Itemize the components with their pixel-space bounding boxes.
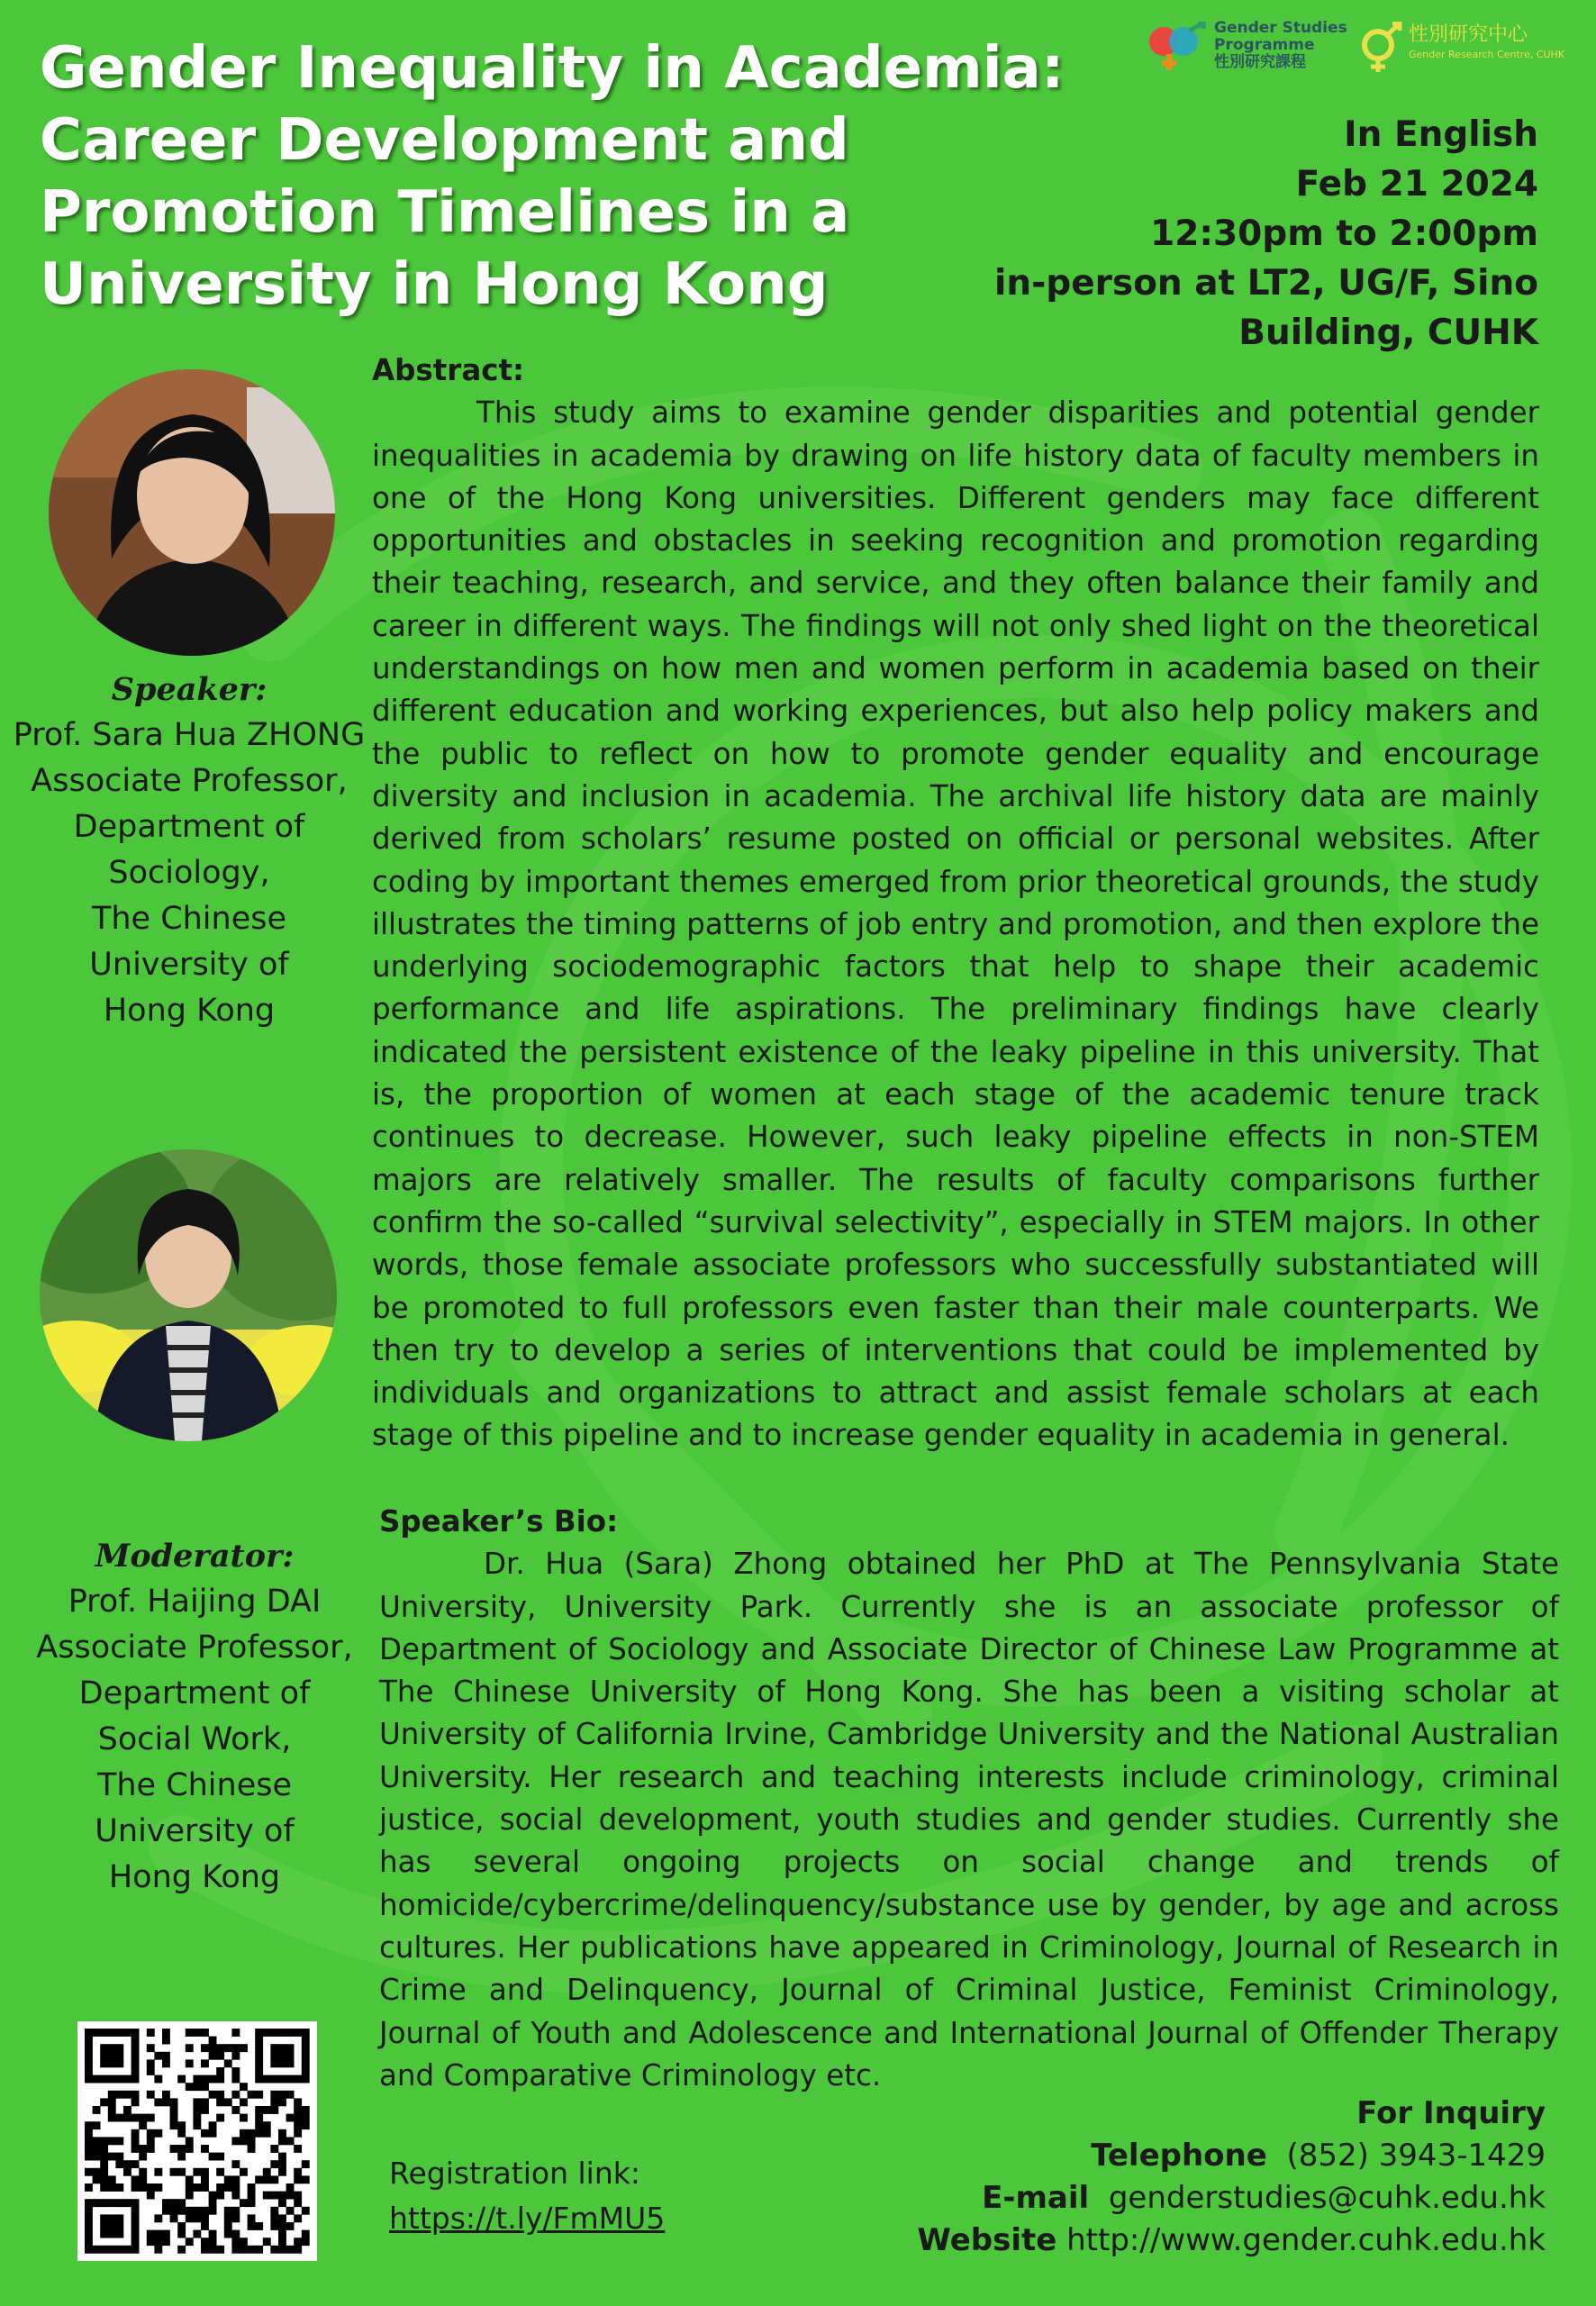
speaker-bio-section: [379, 1501, 1559, 2097]
inquiry-email-row: [861, 2177, 1546, 2220]
speaker-role-label: Speaker:: [111, 671, 268, 708]
bio-text: Dr. Hua (Sara) Zhong obtained her PhD at The Pennsylvania State University, University Park. Currently she is an associate professor of Department of Sociology and Associate Director of Chinese Law Programme at The Chinese University of Hong Kong. She has been a visiting scholar at University of California Irvine, Cambridge University and the National Australian University. Her research and teaching interests include criminology, criminal justice, social development, youth studies and gender studies. Currently she has several ongoing projects on social change and trends of homicide/cybercrime/delinquency/substance use by gender, by age and across cultures. Her publications have appeared in Criminology, Journal of Research in Crime and Delinquency, Journal of Criminal Justice, Feminist Criminology, Journal of Youth and Adolescence and International Journal of Offender Therapy and Comparative Criminology etc.: [379, 1547, 1559, 2093]
gender-studies-logo-line-2: Programme: [1214, 36, 1315, 54]
registration-link[interactable]: https://t.ly/FmMU5: [389, 2201, 666, 2236]
registration-qr-code[interactable]: [77, 2021, 317, 2261]
speaker-name: Prof. Sara Hua ZHONG: [13, 717, 366, 753]
abstract-section: [372, 350, 1539, 1457]
logo-bar: [1142, 16, 1583, 79]
event-venue-line-1: in-person at LT2, UG/F, Sino: [993, 263, 1538, 304]
moderator-info: [23, 1533, 366, 1901]
email-label: E-mail: [982, 2180, 1090, 2216]
qr-code-icon: [77, 2021, 317, 2261]
gender-studies-logo-line-3: 性別研究課程: [1214, 53, 1306, 71]
speaker-department-line-1: Department of: [73, 809, 305, 845]
event-venue-line-2: Building, CUHK: [1238, 313, 1538, 353]
website-url[interactable]: http://www.gender.cuhk.edu.hk: [1066, 2222, 1546, 2258]
event-language: In English: [1344, 114, 1538, 155]
title-line-2: Career Development and: [40, 107, 849, 174]
gender-research-centre-logo-icon: [1358, 22, 1403, 74]
speaker-photo: [49, 369, 335, 656]
gender-studies-logo-line-1: Gender Studies: [1214, 19, 1347, 37]
moderator-portrait-illustration: [40, 1149, 337, 1441]
gender-research-centre-logo: [1358, 16, 1583, 79]
event-time: 12:30pm to 2:00pm: [1150, 213, 1538, 254]
gender-studies-logo-icon: [1142, 22, 1209, 74]
abstract-heading: Abstract:: [372, 353, 525, 387]
moderator-university-line-1: The Chinese: [96, 1767, 293, 1803]
gender-studies-programme-logo: [1142, 16, 1349, 79]
event-date: Feb 21 2024: [1295, 164, 1538, 204]
moderator-title: Associate Professor,: [36, 1630, 353, 1666]
moderator-university-line-3: Hong Kong: [108, 1859, 281, 1895]
speaker-university-line-3: Hong Kong: [103, 993, 276, 1029]
moderator-name: Prof. Haijing DAI: [68, 1584, 322, 1620]
speaker-university-line-2: University of: [89, 947, 289, 983]
speaker-department-line-2: Sociology,: [108, 855, 270, 891]
title-line-3: Promotion Timelines in a: [40, 179, 850, 246]
inquiry-telephone-row: [861, 2135, 1546, 2177]
gender-research-centre-logo-english: Gender Research Centre, CUHK: [1409, 49, 1564, 60]
title-line-4: University in Hong Kong: [40, 251, 829, 318]
speaker-portrait-illustration: [49, 369, 335, 656]
event-details: [980, 110, 1538, 358]
registration-block: [389, 2151, 665, 2241]
moderator-department-line-2: Social Work,: [97, 1721, 292, 1757]
inquiry-block: [861, 2093, 1546, 2262]
telephone-number[interactable]: (852) 3943-1429: [1286, 2138, 1546, 2174]
moderator-department-line-1: Department of: [78, 1675, 311, 1711]
email-address[interactable]: genderstudies@cuhk.edu.hk: [1108, 2180, 1546, 2216]
title-line-1: Gender Inequality in Academia:: [40, 35, 1065, 102]
website-label: Website: [917, 2222, 1057, 2258]
moderator-university-line-2: University of: [95, 1813, 295, 1849]
registration-label: Registration link:: [389, 2156, 640, 2191]
inquiry-website-row: [861, 2220, 1546, 2262]
bio-heading: Speaker’s Bio:: [379, 1504, 619, 1539]
telephone-label: Telephone: [1091, 2138, 1267, 2174]
gender-research-centre-logo-chinese: 性別研究中心: [1409, 23, 1528, 46]
speaker-university-line-1: The Chinese: [91, 901, 287, 937]
inquiry-heading: For Inquiry: [1356, 2095, 1546, 2131]
moderator-role-label: Moderator:: [95, 1538, 295, 1575]
speaker-title: Associate Professor,: [31, 763, 348, 799]
moderator-photo: [40, 1149, 337, 1441]
abstract-text: This study aims to examine gender disparities and potential gender inequalities in academia by drawing on life history data of faculty members in one of the Hong Kong universities. Different genders may face different opportunities and obstacles in seeking recognition and promotion regarding their teaching, research, and service, and they often balance their family and career in different ways. The findings will not only shed light on the theoretical understandings on how men and women perform in academia based on their different education and working experiences, but also help policy makers and the public to reflect on how to promote gender equality and encourage diversity and inclusion in academia. The archival life history data are mainly derived from scholars’ resume posted on official or personal websites. After coding by important themes emerged from prior theoretical grounds, the study illustrates the timing patterns of job entry and promotion, and then explore the underlying sociodemographic factors that help to shape their academic performance and life aspirations. The preliminary findings have clearly indicated the persistent existence of the leaky pipeline in this university. That is, the proportion of women at each stage of the academic tenure track continues to decrease. However, such leaky pipeline effects in non-STEM majors are relatively smaller. The results of faculty comparisons further confirm the so-called “survival selectivity”, especially in STEM majors. In other words, those female associate professors who successfully substantiated will be promoted to full professors even faster than their male counterparts. We then try to develop a series of interventions that could be implemented by individuals and organizations to attract and assist female scholars at each stage of this pipeline and to increase gender equality in academia in general.: [372, 395, 1539, 1453]
speaker-info: [9, 667, 369, 1034]
event-title: [40, 32, 1138, 321]
